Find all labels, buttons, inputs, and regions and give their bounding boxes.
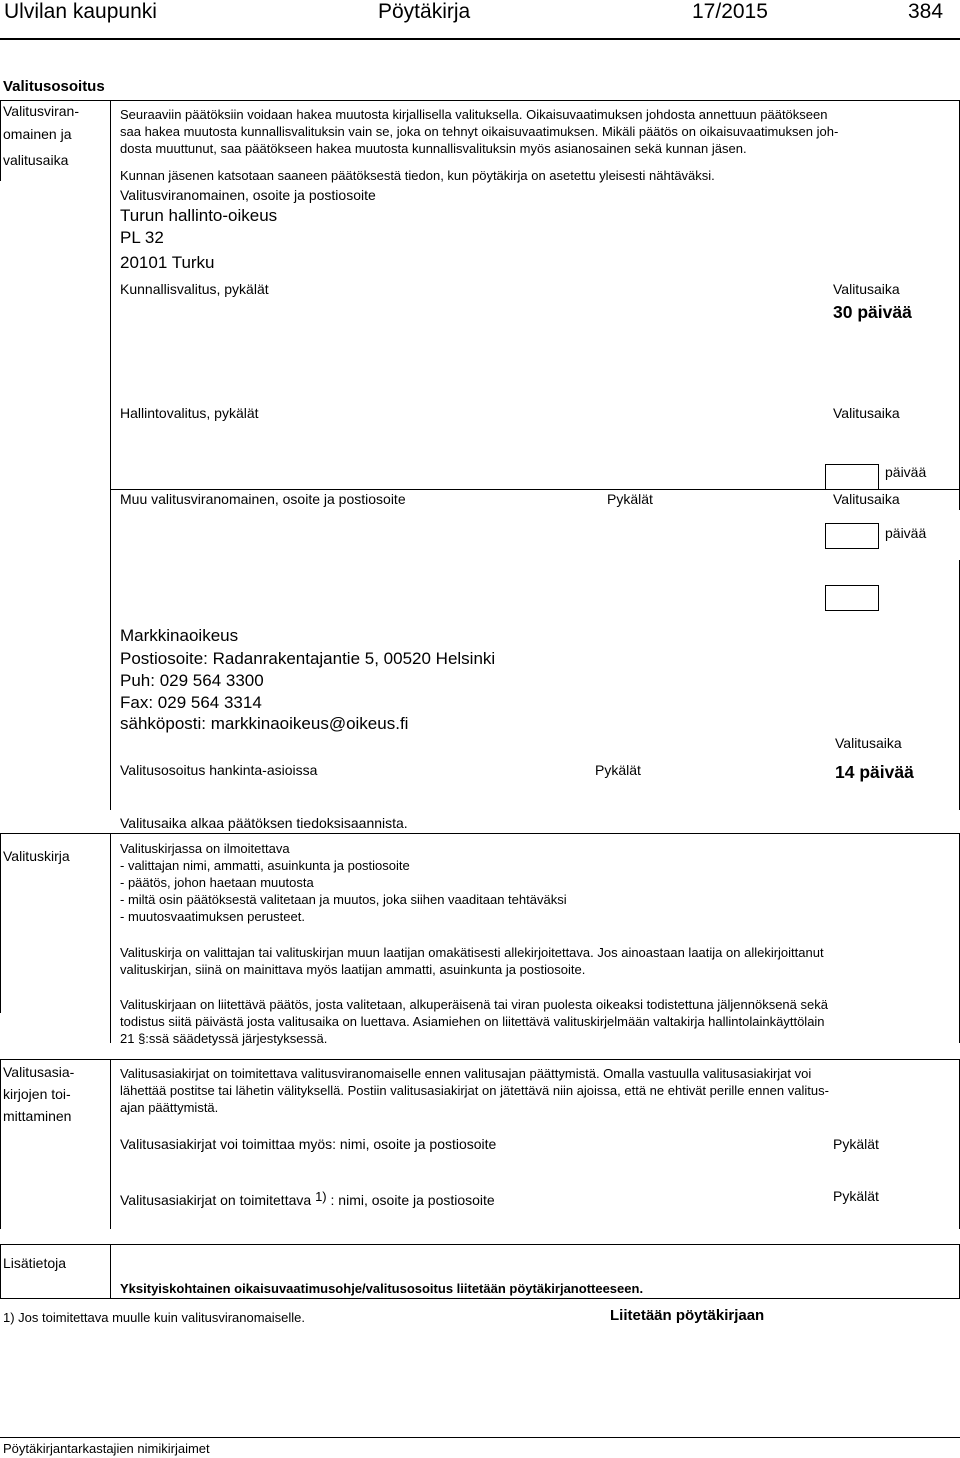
rule-more-bottom [0, 1298, 960, 1299]
intro-line-2: saa hakea muutosta kunnallisvalituksin vain se, joka on tehnyt oikaisuvaatimuksen. Mikäli päätös on oikaisuvaatimuksen joh- [120, 124, 839, 139]
delivery-footnote-mark: 1) [315, 1189, 327, 1204]
letter-line-1: Valituskirjassa on ilmoitettava [120, 841, 290, 856]
rule-delivery-top [0, 1059, 960, 1060]
delivery-delivered-sections: Pykälät [833, 1188, 879, 1204]
delivery-delivered-label [120, 1189, 495, 1208]
administrative-days-unit: päivää [885, 464, 927, 480]
more-info-text: Yksityiskohtainen oikaisuvaatimusohje/valitusosoitus liitetään pöytäkirjanotteeseen. [120, 1281, 644, 1296]
letter-signature-line-1: Valituskirja on valittajan tai valituskirjan muun laatijan omakätisesti allekirjoitettava. Jos ainoastaan laatija on allekirjoittanut [120, 945, 824, 960]
label-authority-1: Valitusviran- [3, 103, 79, 119]
other-days-field [825, 523, 879, 549]
other-sections-label: Pykälät [607, 491, 653, 507]
municipal-days: 30 päivää [833, 302, 912, 322]
court-po-box: PL 32 [120, 228, 164, 247]
letter-attachment-line-1: Valituskirjaan on liitettävä päätös, josta valitetaan, alkuperäisenä tai viran puolesta oikeaksi todistettuna jäljennöksenä sekä [120, 997, 828, 1012]
header-org: Ulvilan kaupunki [4, 0, 157, 23]
intro-line-3: dosta muuttunut, saa päätökseen hakea muutosta kunnallisvalituksin myös asianosainen sekä kunnan jäsen. [120, 141, 747, 156]
delivery-line-3: ajan päättymistä. [120, 1100, 219, 1115]
rule-section-1-divider [110, 100, 111, 810]
label-delivery-2: kirjojen toi- [3, 1086, 71, 1102]
other-days-unit: päivää [885, 525, 927, 541]
footnote: 1) Jos toimitettava muulle kuin valitusviranomaiselle. [3, 1310, 306, 1325]
court-name: Turun hallinto-oikeus [120, 206, 278, 225]
time-start-note: Valitusaika alkaa päätöksen tiedoksisaannista. [120, 815, 408, 831]
letter-attachment-line-3: 21 §:ssä säädetyssä järjestyksessä. [120, 1031, 328, 1046]
rule-section-1-left [0, 100, 1, 180]
other-authority-label: Muu valitusviranomainen, osoite ja postiosoite [120, 491, 406, 507]
administrative-time-label: Valitusaika [833, 405, 900, 421]
market-court-fax: Fax: 029 564 3314 [120, 693, 262, 712]
rule-delivery-divider [110, 1059, 111, 1229]
label-delivery-3: mittaminen [3, 1108, 72, 1124]
letter-attachment-line-2: todistus siitä päivästä josta valitusaika on luettava. Asiamiehen on liitettävä valituskirjelmään valtakirja hallintolainkäyttölain [120, 1014, 825, 1029]
rule-letter-divider [110, 833, 111, 1043]
rule-letter-top [0, 833, 960, 834]
administrative-days-field [825, 464, 879, 490]
letter-line-2: - valittajan nimi, ammatti, asuinkunta ja postiosoite [120, 858, 410, 873]
municipal-appeal-label: Kunnallisvalitus, pykälät [120, 281, 269, 297]
rule-more-left [0, 1244, 1, 1299]
header-doc-type: Pöytäkirja [378, 0, 471, 23]
intro-line-4: Kunnan jäsenen katsotaan saaneen päätöksestä tiedon, kun pöytäkirja on asetettu yleisesti nähtäväksi. [120, 168, 715, 183]
signature-label: Pöytäkirjantarkastajien nimikirjaimet [3, 1441, 210, 1456]
court-city: 20101 Turku [120, 253, 215, 272]
delivery-line-1: Valitusasiakirjat on toimitettava valitusviranomaiselle ennen valitusajan päättymistä. Omalla vastuulla valitusasiakirjat voi [120, 1066, 812, 1081]
procurement-label: Valitusosoitus hankinta-asioissa [120, 762, 318, 778]
header-doc-number: 17/2015 [692, 0, 768, 23]
intro-line-1: Seuraaviin päätöksiin voidaan hakea muutosta kirjallisella valituksella. Oikaisuvaatimuksen johdosta annettuun päätökseen [120, 107, 828, 122]
other-days-field-2 [825, 585, 879, 611]
municipal-time-label: Valitusaika [833, 281, 900, 297]
rule-stub [0, 180, 1, 181]
label-authority-3: valitusaika [3, 152, 69, 168]
label-letter: Valituskirja [3, 848, 70, 864]
procurement-days: 14 päivää [835, 762, 914, 782]
section-title: Valitusosoitus [3, 78, 105, 95]
attach-note: Liitetään pöytäkirjaan [610, 1307, 765, 1324]
rule-more-divider [110, 1244, 111, 1299]
delivery-line-2: lähettää postitse tai lähetin välityksellä. Postiin valitusasiakirjat on jätettävä niin ajoissa, että ne ehtivät perille ennen valitus- [120, 1083, 829, 1098]
market-court-name: Markkinaoikeus [120, 626, 239, 645]
delivery-also-label: Valitusasiakirjat voi toimittaa myös: nimi, osoite ja postiosoite [120, 1136, 497, 1152]
rule-letter-left [0, 833, 1, 1013]
header-page-number: 384 [908, 0, 944, 23]
label-delivery-1: Valitusasia- [3, 1064, 75, 1080]
procurement-time-label: Valitusaika [835, 735, 902, 751]
rule-more-top [0, 1244, 960, 1245]
administrative-appeal-label: Hallintovalitus, pykälät [120, 405, 259, 421]
rule-section-1-top [0, 100, 960, 101]
other-time-label: Valitusaika [833, 491, 900, 507]
delivery-also-sections: Pykälät [833, 1136, 879, 1152]
letter-line-3: - päätös, johon haetaan muutosta [120, 875, 314, 890]
procurement-sections-label: Pykälät [595, 762, 641, 778]
rule-delivery-left [0, 1059, 1, 1229]
market-court-phone: Puh: 029 564 3300 [120, 671, 264, 690]
market-court-email: sähköposti: markkinaoikeus@oikeus.fi [120, 714, 409, 733]
delivery-delivered-pre: Valitusasiakirjat on toimitettava [120, 1192, 312, 1208]
letter-signature-line-2: valituskirjan, siinä on mainittava myös laatijan ammatti, asuinkunta ja postiosoite. [120, 962, 586, 977]
header-rule [0, 38, 960, 40]
delivery-delivered-post: : nimi, osoite ja postiosoite [330, 1192, 495, 1208]
label-more-info: Lisätietoja [3, 1255, 67, 1271]
rule-footer [0, 1437, 960, 1438]
letter-line-5: - muutosvaatimuksen perusteet. [120, 909, 305, 924]
market-court-address: Postiosoite: Radanrakentajantie 5, 00520 Helsinki [120, 649, 496, 668]
letter-line-4: - miltä osin päätöksestä valitetaan ja muutos, joka siihen vaaditaan tehtäväksi [120, 892, 567, 907]
authority-label: Valitusviranomainen, osoite ja postiosoite [120, 187, 376, 203]
label-authority-2: omainen ja [3, 126, 72, 142]
